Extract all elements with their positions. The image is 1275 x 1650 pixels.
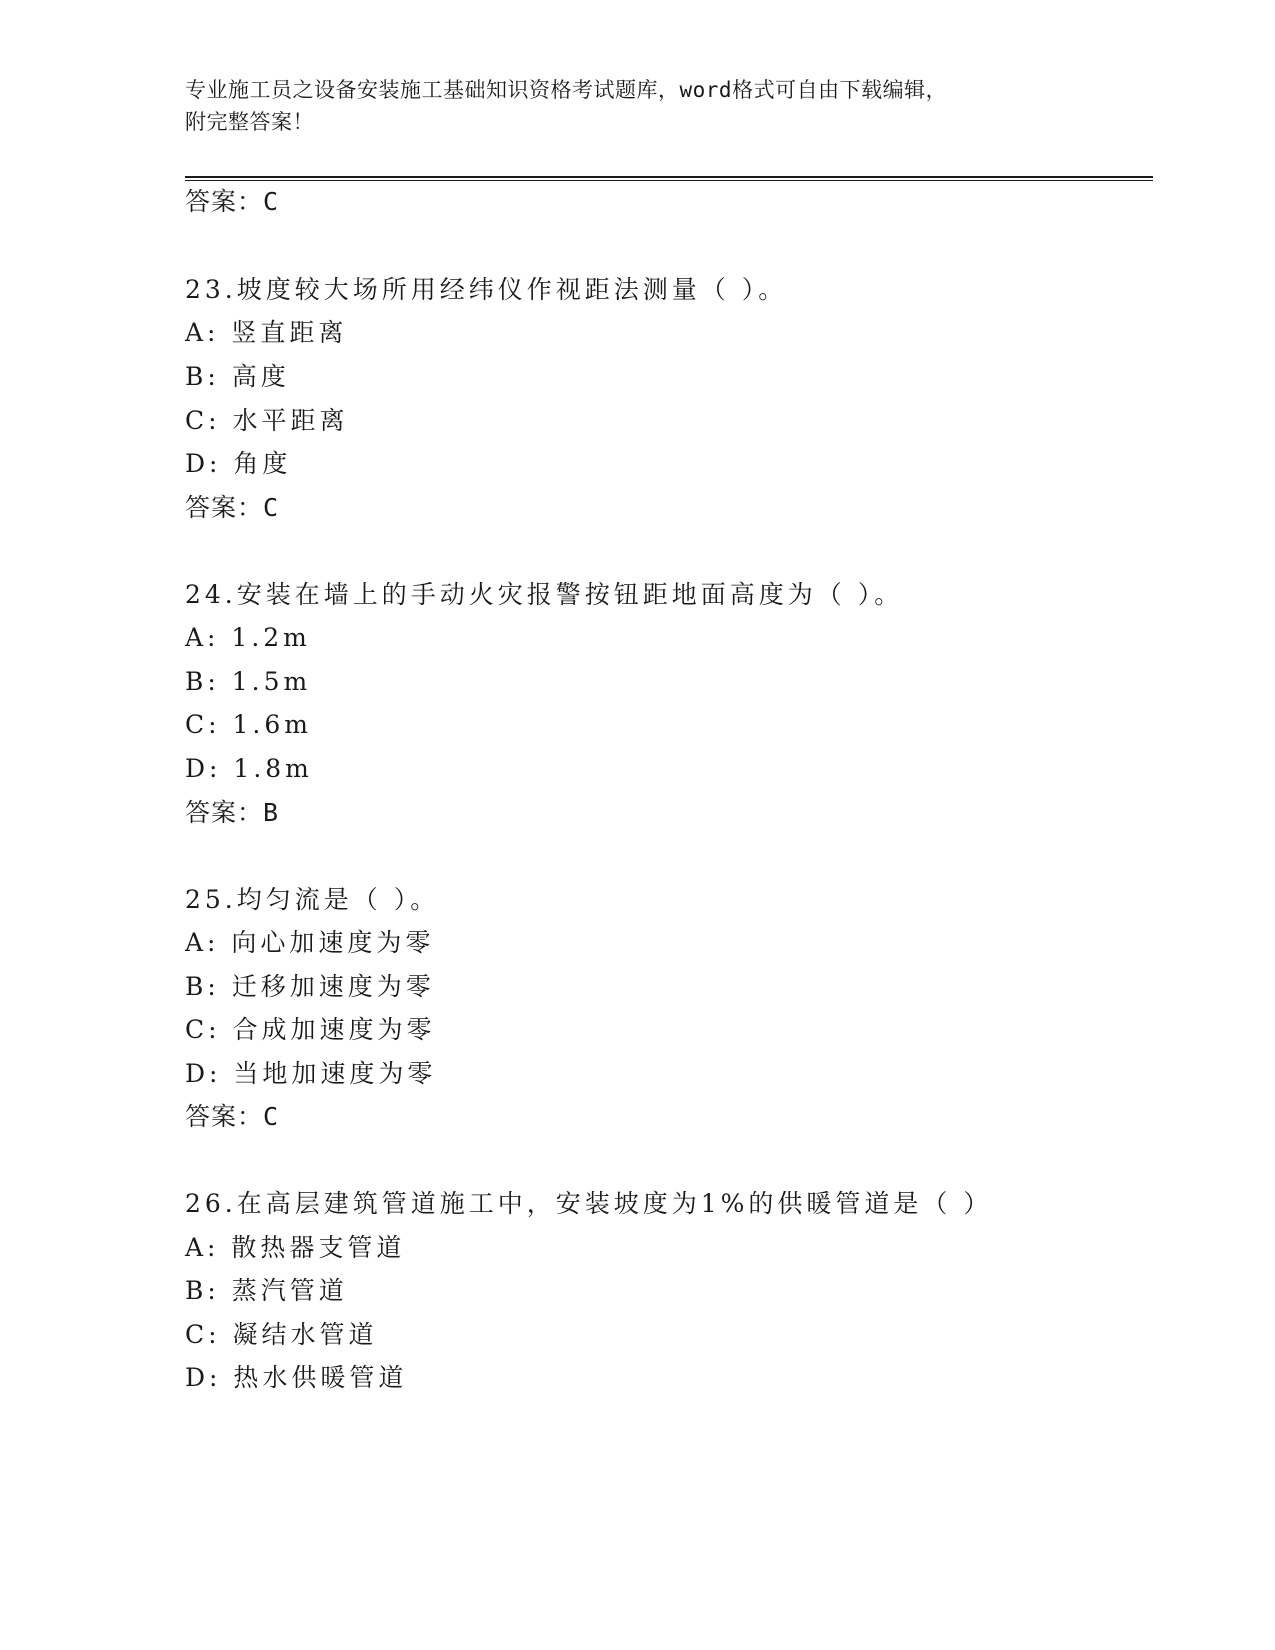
header-divider (185, 176, 1153, 181)
question-24-stem: 24.安装在墙上的手动火灾报警按钮距地面高度为（ ）。 (185, 580, 904, 609)
question-26-option-d: D: 热水供暖管道 (185, 1363, 408, 1392)
question-23-answer: 答案：C (185, 493, 280, 522)
question-26-option-b: B: 蒸汽管道 (185, 1276, 348, 1305)
question-25-stem: 25.均匀流是（ ）。 (185, 885, 440, 914)
question-23-option-b: B: 高度 (185, 362, 290, 391)
question-23-option-d: D: 角度 (185, 449, 292, 478)
question-26-option-a: A: 散热器支管道 (185, 1233, 406, 1262)
question-24-option-c: C: 1.6m (185, 710, 312, 739)
question-26-option-c: C: 凝结水管道 (185, 1320, 378, 1349)
question-23-stem: 23.坡度较大场所用经纬仪作视距法测量（ ）。 (185, 275, 788, 304)
question-23-option-c: C: 水平距离 (185, 406, 349, 435)
question-24-answer: 答案：B (185, 798, 280, 827)
question-25-option-c: C: 合成加速度为零 (185, 1015, 436, 1044)
question-25-option-b: B: 迁移加速度为零 (185, 972, 435, 1001)
question-23-option-a: A: 竖直距离 (185, 318, 348, 347)
question-25-option-a: A: 向心加速度为零 (185, 928, 435, 957)
question-25-answer: 答案：C (185, 1102, 280, 1131)
question-24-option-d: D: 1.8m (185, 754, 313, 783)
previous-answer: 答案：C (185, 187, 280, 216)
question-24-option-b: B: 1.5m (185, 667, 312, 696)
question-26-stem: 26.在高层建筑管道施工中，安装坡度为1%的供暖管道是（ ） (185, 1189, 993, 1218)
document-header (185, 74, 1085, 138)
header-line-1: 专业施工员之设备安装施工基础知识资格考试题库，word格式可自由下载编辑， (185, 78, 948, 102)
question-24-option-a: A: 1.2m (185, 623, 311, 652)
question-25-option-d: D: 当地加速度为零 (185, 1059, 437, 1088)
header-line-2: 附完整答案！ (185, 110, 314, 134)
